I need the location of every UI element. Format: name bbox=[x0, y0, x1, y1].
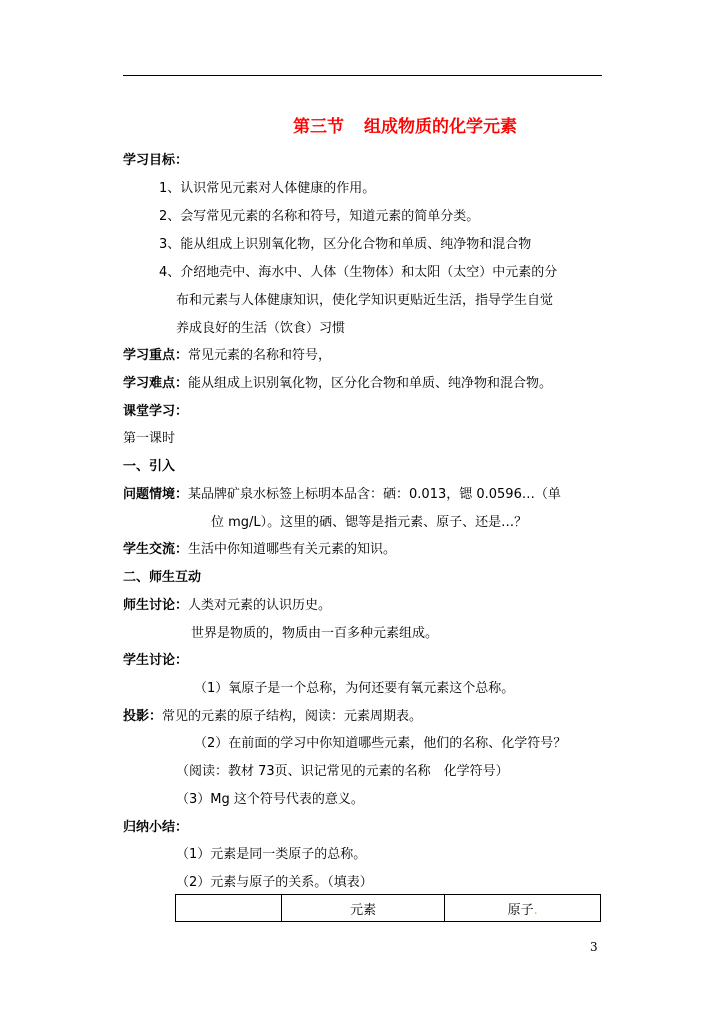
projection bbox=[123, 708, 422, 726]
section-introduction: 一、引入 bbox=[123, 459, 176, 474]
table-header-row bbox=[176, 895, 601, 922]
yellow-dot-mark: . bbox=[533, 902, 538, 918]
teacher-discussion-text: 人类对元素的认识历史。 bbox=[188, 598, 332, 613]
difficulty-text: 能从组成上识别氧化物，区分化合物和单质、纯净物和混合物。 bbox=[188, 376, 553, 391]
summary-label: 归纳小结： bbox=[123, 820, 189, 835]
difficulty-label: 学习难点： bbox=[123, 376, 189, 391]
classroom-heading: 课堂学习： bbox=[123, 404, 189, 419]
student-exchange-label: 学生交流： bbox=[123, 542, 189, 557]
problem-text-continued: 位 mg/L）。这里的硒、锶等是指元素、原子、还是…？ bbox=[211, 515, 528, 530]
objective-item: 3、能从组成上识别氧化物，区分化合物和单质、纯净物和混合物 bbox=[159, 237, 532, 252]
table-header-atom bbox=[445, 895, 601, 922]
teacher-discussion-line: 世界是物质的，物质由一百多种元素组成。 bbox=[191, 626, 439, 641]
question-item: （3）Mg 这个符号代表的意义。 bbox=[176, 792, 364, 807]
problem-text: 某品牌矿泉水标签上标明本品含：硒：0.013，锶 0.0596…（单 bbox=[188, 487, 561, 502]
table-header-atom-label: 原子 bbox=[507, 902, 534, 918]
student-discussion-label: 学生讨论： bbox=[123, 653, 189, 668]
student-exchange bbox=[123, 541, 396, 559]
table-header-element: 元素 bbox=[281, 895, 444, 922]
section-name: 组成物质的化学元素 bbox=[364, 117, 517, 137]
reading-note: （阅读：教材 73页、识记常见的元素的名称 化学符号） bbox=[176, 764, 509, 779]
student-exchange-text: 生活中你知道哪些有关元素的知识。 bbox=[188, 542, 397, 557]
objective-item: 1、认识常见元素对人体健康的作用。 bbox=[159, 181, 376, 196]
objective-item: 2、会写常见元素的名称和符号，知道元素的简单分类。 bbox=[159, 209, 480, 224]
difficulty bbox=[123, 375, 552, 393]
question-item: （2）在前面的学习中你知道哪些元素，他们的名称、化学符号？ bbox=[194, 736, 567, 751]
section-title bbox=[0, 112, 725, 137]
objective-item-continued: 养成良好的生活（饮食）习惯 bbox=[176, 321, 346, 336]
projection-label: 投影： bbox=[123, 709, 163, 724]
summary-item: （1）元素是同一类原子的总称。 bbox=[176, 847, 367, 862]
key-point-text: 常见元素的名称和符号， bbox=[188, 348, 332, 363]
key-point bbox=[123, 347, 331, 365]
section-interaction: 二、师生互动 bbox=[123, 570, 202, 585]
projection-text: 常见的元素的原子结构，阅读：元素周期表。 bbox=[162, 709, 423, 724]
objectives-heading: 学习目标： bbox=[123, 153, 189, 168]
element-atom-table bbox=[175, 894, 601, 922]
table-header-cell bbox=[176, 895, 282, 922]
discussion-item: （1）氧原子是一个总称，为何还要有氧元素这个总称。 bbox=[194, 681, 515, 696]
section-number: 第三节 bbox=[293, 117, 344, 137]
teacher-discussion bbox=[123, 597, 331, 615]
page-number: 3 bbox=[590, 940, 598, 954]
lesson-label: 第一课时 bbox=[123, 431, 176, 446]
problem-situation bbox=[123, 486, 561, 504]
problem-label: 问题情境： bbox=[123, 487, 189, 502]
summary-item: （2）元素与原子的关系。（填表） bbox=[176, 875, 373, 890]
key-point-label: 学习重点： bbox=[123, 348, 189, 363]
objective-item-continued: 布和元素与人体健康知识，使化学知识更贴近生活，指导学生自觉 bbox=[176, 293, 554, 308]
objective-item: 4、介绍地壳中、海水中、人体（生物体）和太阳（太空）中元素的分 bbox=[159, 265, 558, 280]
header-rule bbox=[123, 75, 602, 76]
teacher-discussion-label: 师生讨论： bbox=[123, 598, 189, 613]
